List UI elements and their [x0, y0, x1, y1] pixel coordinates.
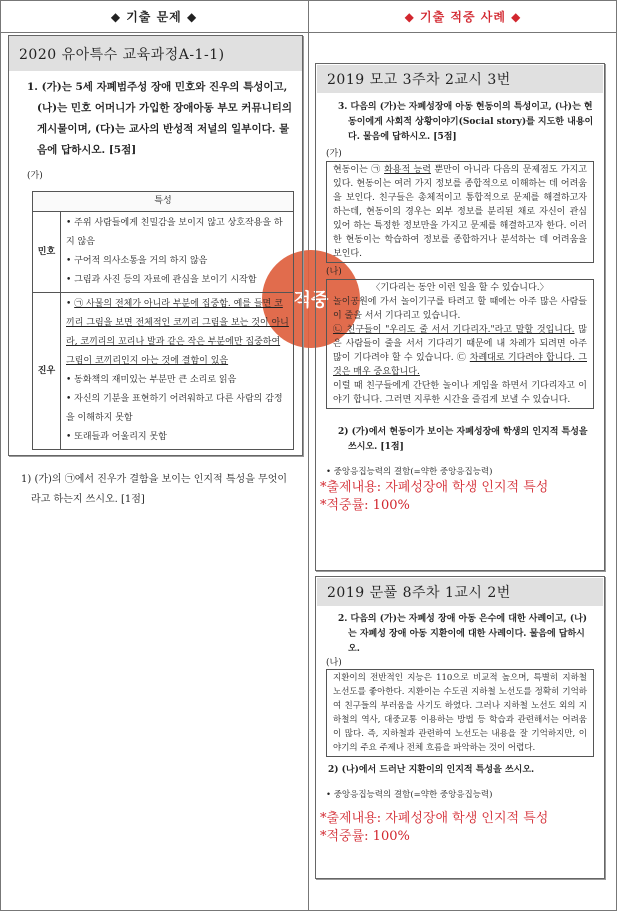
- hit-case-card-1: [315, 63, 605, 571]
- exam-content: *출제내용: 자폐성장애 학생 인지적 특성: [320, 480, 549, 495]
- exam-content: *출제내용: 자폐성장애 학생 인지적 특성: [320, 811, 549, 826]
- table-header: 특성: [33, 192, 294, 212]
- right-column-header: ◆ 기출 적중 사례 ◆: [309, 0, 617, 33]
- question-text: 3. 다음의 (가)는 자폐성장애 아동 현동이의 특성이고, (나)는 현동이에게 사회적 상황이야기(Social story)를 지도한 내용이다. 물음에 답하시오. [5점]: [338, 102, 594, 142]
- table-row: [33, 212, 294, 293]
- list-item: • 주위 사람들에게 친밀감을 보이지 않고 상호작용을 하지 않음: [66, 218, 283, 247]
- answer: • 중앙응집능력의 결함(=약한 중앙응집능력): [326, 467, 493, 477]
- sub-question: 1) (가)의 ㉠에서 진우가 결함을 보이는 인지적 특성을 무엇이라고 하는지 쓰시오. [1점]: [21, 474, 288, 505]
- list-item: • ㉠ 사물의 전체가 아니라 부분에 집중함. 예를 들면 코끼리 그림을 보면 전체적인 코끼리 그림을 보는 것이 아니라, 코끼리의 꼬리나 발과 같은 작은 부분에만 집중하여 그림이 코끼리인지 아는 것에 결함이 있음: [66, 299, 289, 366]
- card-title: 2020 유아특수 교육과정A-1-1): [9, 36, 302, 71]
- list-item: • 동화책의 재미있는 부분만 큰 소리로 읽음: [66, 375, 237, 385]
- row-label: 진우: [33, 293, 61, 450]
- row-label: 민호: [33, 212, 61, 293]
- column-divider: [308, 0, 309, 911]
- question-text: 2. 다음의 (가)는 자폐성 장애 아동 은수에 대한 사례이고, (나)는 자폐성 장애 아동 지환이에 대한 사례이다. 물음에 답하시오.: [338, 614, 588, 654]
- question-text: 1. (가)는 5세 자폐범주성 장애 민호와 진우의 특성이고, (나)는 민호 어머니가 가입한 장애아동 부모 커뮤니티의 게시물이며, (다)는 교사의 반성적 저널의 일부이다. 물음에 답하시오. [5점]: [27, 81, 293, 156]
- passage: 지환이의 전반적인 지능은 110으로 비교적 높으며, 특별히 지하철 노선도를 좋아한다. 지환이는 수도권 지하철 노선도를 정확히 기억하여 친구들의 부러움을 사기도 하였다. 그러나 지하철 노선도 외의 지하철의 역사, 대중교통 이용하는 방법 등 학습과 관련해서는 어려움이 많다. 즉, 지하철과 관련하여 노선도는 내용을 잘 기억하지만, 이야기의 주요 주제나 전체 흐름을 파악하는 것이 어렵다.: [326, 669, 594, 757]
- list-item: • 구어적 의사소통을 거의 하지 않음: [66, 256, 208, 266]
- answer: • 중앙응집능력의 결함(=약한 중앙응집능력): [326, 790, 493, 800]
- passage-b: 〈기다리는 동안 이런 일을 할 수 있습니다.〉 놀이공원에 가서 놀이기구를 타려고 할 때에는 아주 많은 사람들이 줄을 서서 기다리고 있습니다. ㉡ 친구들이 "우리도 줄 서서 기다리자."라고 말할 것입니다. 많은 사람들이 줄을 서서 기다리기 때문에 내 차례가 되려면 아주 많이 기다려야 할 수 있습니다. ㉢ 차례대로 기다려야 합니다. 그것은 매우 중요합니다. 이럴 때 친구들에게 간단한 놀이나 게임을 하면서 기다리자고 이야기 합니다. 그러면 지루한 시간을 즐겁게 보낼 수 있습니다.: [326, 279, 594, 409]
- hit-case-card-2: [315, 576, 605, 879]
- characteristics-table: [32, 191, 294, 450]
- sub-label: (가): [27, 171, 43, 181]
- hit-rate: *적중률: 100%: [320, 829, 410, 844]
- list-item: • 자신의 기분을 표현하기 어려워하고 다른 사람의 감정을 이해하지 못함: [66, 394, 283, 423]
- left-column-header: ◆ 기출 문제 ◆: [0, 0, 308, 33]
- card-title: 2019 모고 3주차 2교시 3번: [317, 65, 603, 93]
- card-title: 2019 문풀 8주차 1교시 2번: [317, 578, 603, 606]
- passage-a: 현동이는 ㉠ 화용적 능력 뿐만이 아니라 다음의 문제점도 가지고 있다. 현동이는 여러 가지 정보를 종합적으로 이해하는 데 어려움을 보인다. 친구들은 총체적이고 통합적으로 문제를 해결하고자 하는데, 현동이의 경우는 외부 정보를 분리된 채로 자신이 관심 있어 하는 특정한 정보만을 가지고 문제를 해결하고자 한다. 이러한 현동이는 학습하여 정보를 종합하거나 분석하는 데 어려움을 보인다.: [326, 161, 594, 263]
- hit-stamp: 적중: [262, 250, 360, 348]
- sub-label: (나): [326, 267, 342, 277]
- sub-question: 2) (나)에서 드러난 지환이의 인지적 특성을 쓰시오.: [328, 765, 535, 775]
- table-row: [33, 293, 294, 450]
- list-item: • 또래들과 어울리지 못함: [66, 432, 167, 442]
- sub-label: (가): [326, 149, 342, 159]
- exam-question-card: [8, 35, 303, 505]
- list-item: • 그림과 사진 등의 자료에 관심을 보이기 시작함: [66, 275, 257, 285]
- sub-question: 2) (가)에서 현동이가 보이는 자폐성장애 학생의 인지적 특성을 쓰시오. [1점]: [338, 427, 588, 452]
- hit-rate: *적중률: 100%: [320, 498, 410, 513]
- sub-label: (나): [326, 658, 342, 668]
